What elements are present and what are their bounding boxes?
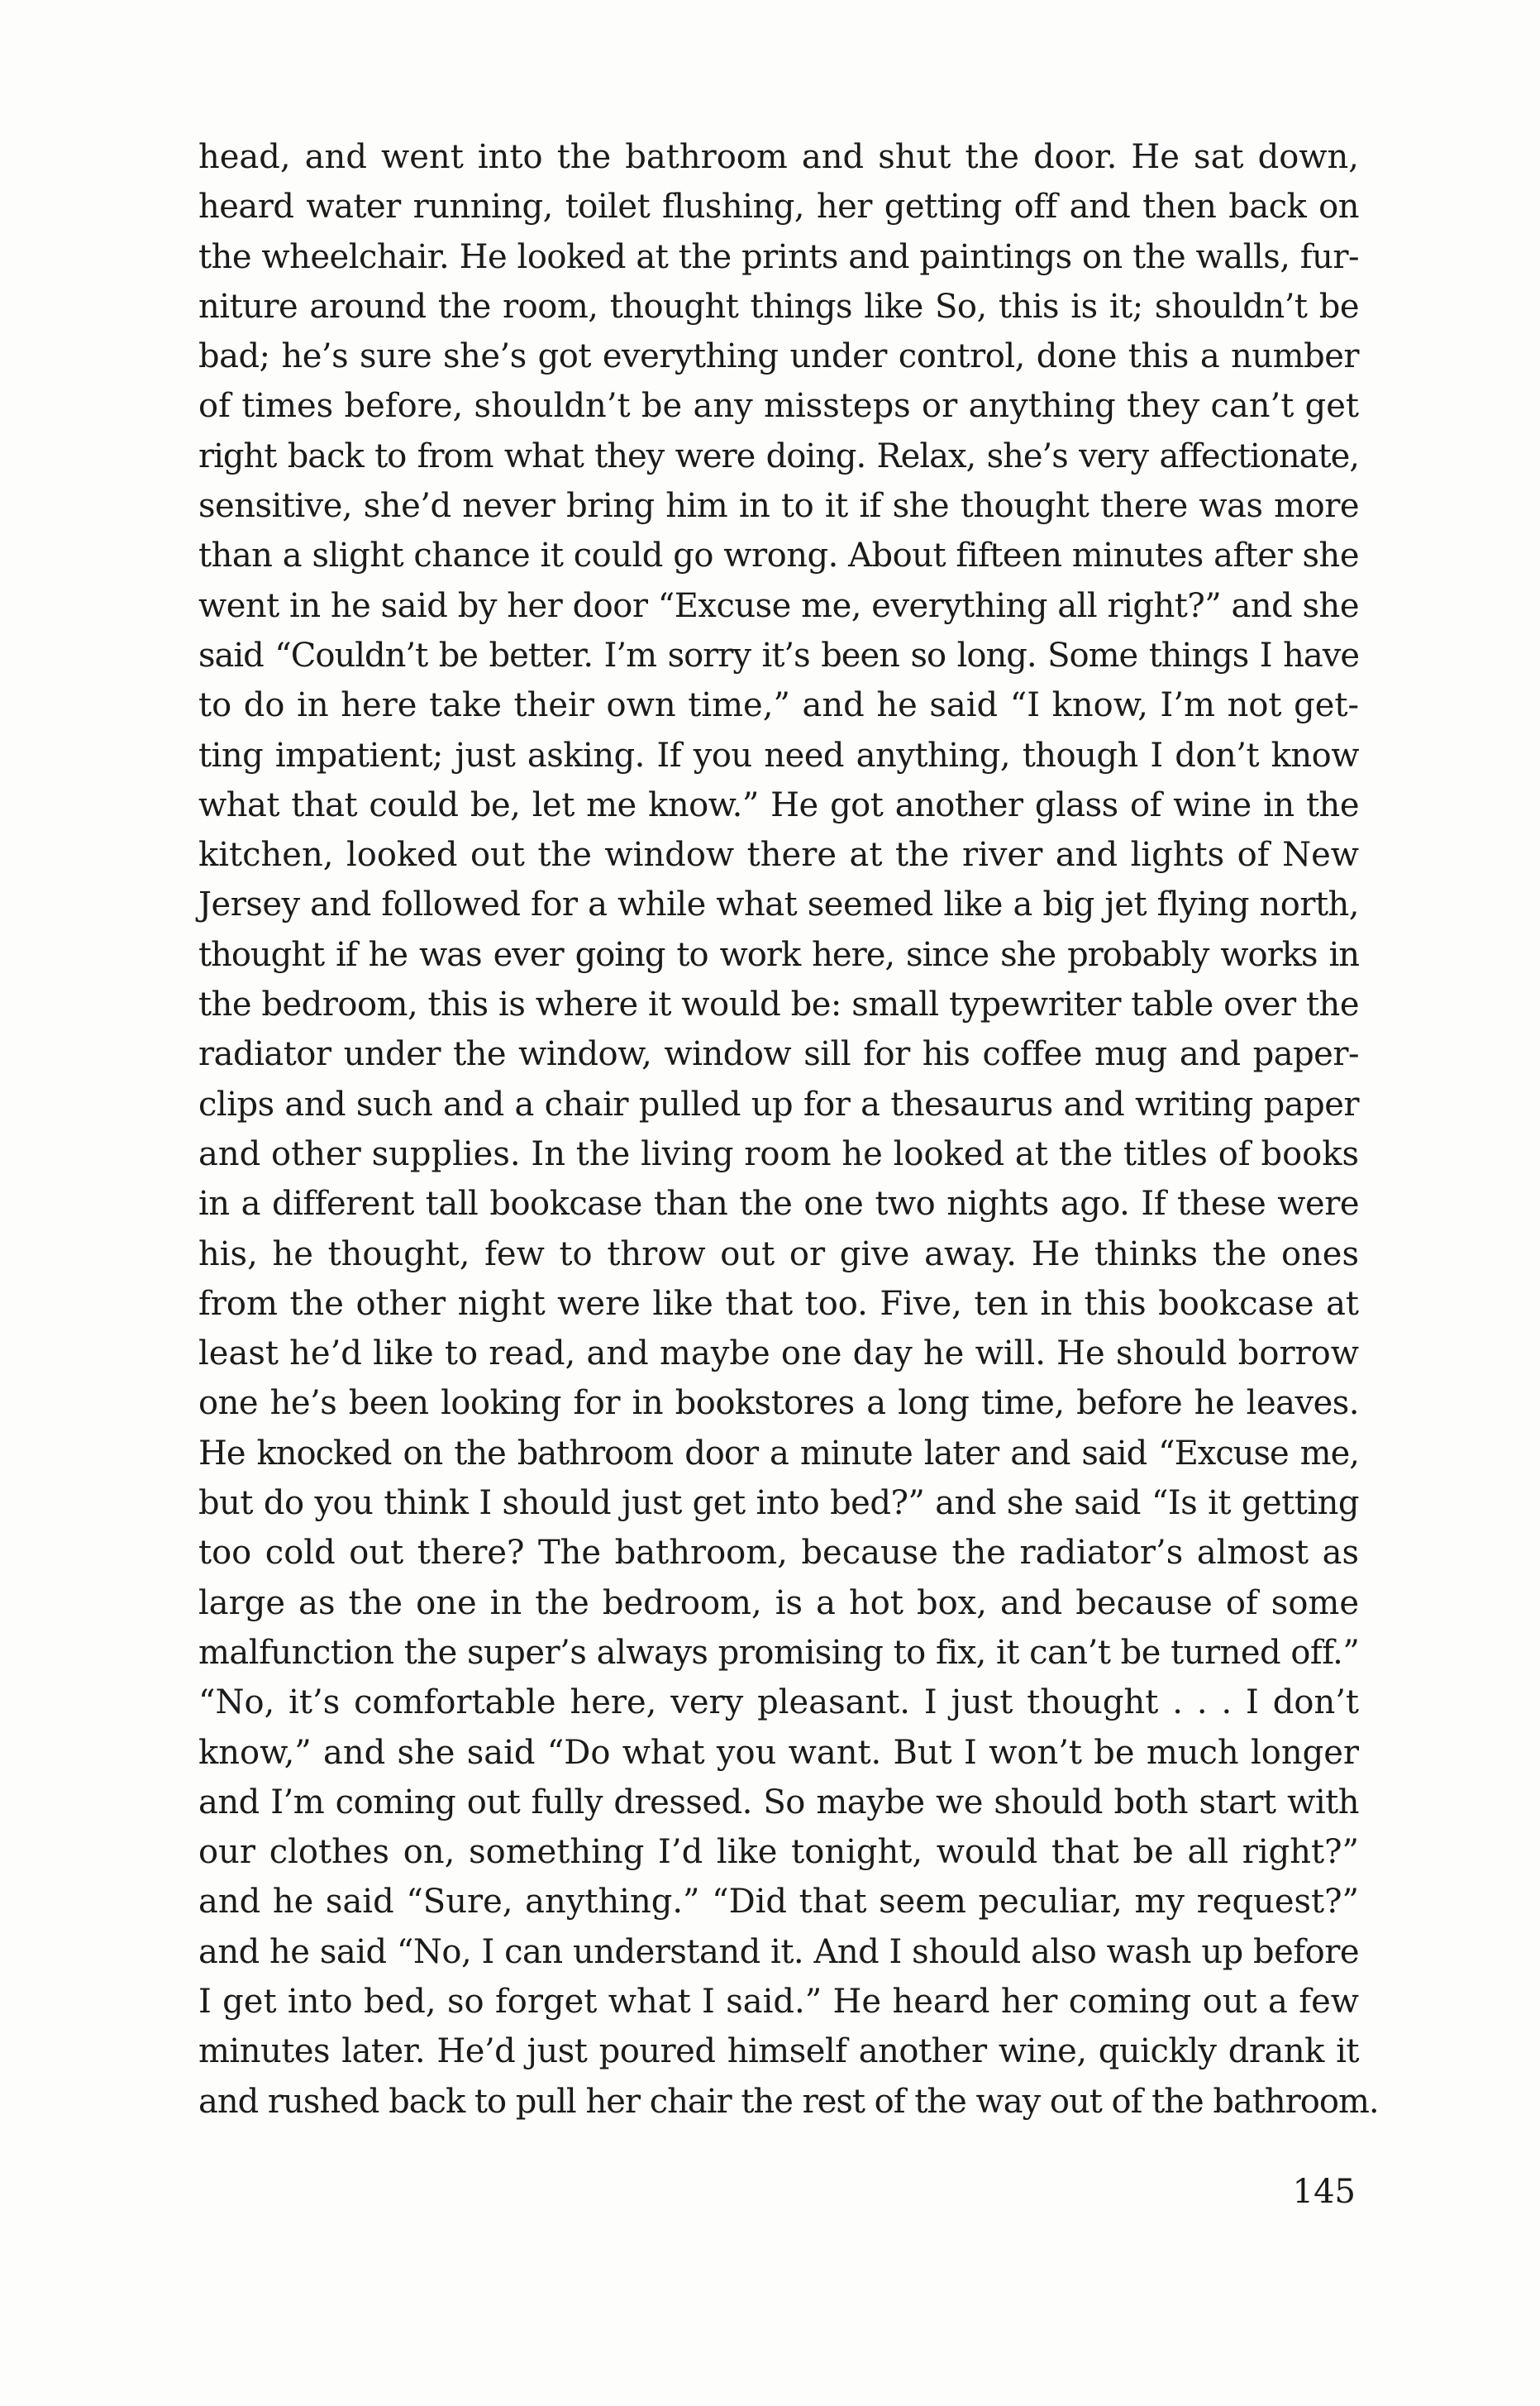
text-line: what that could be, let me know.” He got another glass of wine in the	[198, 785, 1359, 824]
text-line: the bedroom, this is where it would be: small typewriter table over the	[198, 986, 1359, 1024]
text-line: to do in here take their own time,” and he said “I know, I’m not get-	[198, 686, 1359, 725]
text-line: but do you think I should just get into bed?” and she said “Is it getting	[198, 1484, 1359, 1523]
text-line: from the other night were like that too. Five, ten in this bookcase at	[198, 1284, 1359, 1323]
text-line: bad; he’s sure she’s got everything under control, done this a number	[198, 337, 1359, 376]
text-line: too cold out there? The bathroom, because the radiator’s almost as	[198, 1534, 1359, 1573]
text-line: and other supplies. In the living room he looked at the titles of books	[198, 1134, 1359, 1173]
text-line: sensitive, she’d never bring him in to it if she thought there was more	[198, 487, 1359, 526]
text-line: kitchen, looked out the window there at the river and lights of New	[198, 836, 1359, 875]
text-line: radiator under the window, window sill for his coffee mug and paper-	[198, 1035, 1359, 1074]
text-line: and he said “No, I can understand it. And I should also wash up before	[198, 1932, 1359, 1971]
text-line: the wheelchair. He looked at the prints and paintings on the walls, fur-	[198, 237, 1359, 276]
text-line: large as the one in the bedroom, is a hot box, and because of some	[198, 1583, 1359, 1622]
text-line: went in he said by her door “Excuse me, everything all right?” and she	[198, 586, 1359, 625]
text-line: than a slight chance it could go wrong. About fifteen minutes after she	[198, 537, 1359, 575]
text-line: I get into bed, so forget what I said.” He heard her coming out a few	[198, 1982, 1359, 2021]
page-number: 145	[1292, 2173, 1356, 2211]
text-line: and he said “Sure, anything.” “Did that seem peculiar, my request?”	[198, 1883, 1359, 1921]
text-line: and I’m coming out fully dressed. So maybe we should both start with	[198, 1783, 1359, 1821]
text-line: “No, it’s comfortable here, very pleasant. I just thought . . . I don’t	[198, 1683, 1359, 1722]
text-line: least he’d like to read, and maybe one day he will. He should borrow	[198, 1334, 1359, 1373]
text-line: and rushed back to pull her chair the rest of the way out of the bathroom.	[198, 2082, 1379, 2121]
text-line: said “Couldn’t be better. I’m sorry it’s been so long. Some things I have	[198, 636, 1359, 675]
text-line: minutes later. He’d just poured himself another wine, quickly drank it	[198, 2032, 1359, 2071]
text-line: heard water running, toilet flushing, her getting off and then back on	[198, 188, 1359, 227]
text-line: one he’s been looking for in bookstores a long time, before he leaves.	[198, 1384, 1359, 1423]
text-line: ting impatient; just asking. If you need anything, though I don’t know	[198, 736, 1359, 775]
text-line: malfunction the super’s always promising to fix, it can’t be turned off.”	[198, 1633, 1360, 1672]
text-line: He knocked on the bathroom door a minute later and said “Excuse me,	[198, 1434, 1359, 1473]
text-line: clips and such and a chair pulled up for a thesaurus and writing paper	[198, 1085, 1359, 1124]
text-line: know,” and she said “Do what you want. But I won’t be much longer	[198, 1733, 1359, 1772]
text-line: Jersey and followed for a while what seemed like a big jet flying north,	[198, 886, 1359, 924]
body-text	[198, 132, 1379, 2127]
text-line: niture around the room, thought things like So, this is it; shouldn’t be	[198, 287, 1359, 326]
text-line: in a different tall bookcase than the one two nights ago. If these were	[198, 1185, 1359, 1224]
text-line: our clothes on, something I’d like tonight, would that be all right?”	[198, 1833, 1359, 1872]
text-line: head, and went into the bathroom and shut the door. He sat down,	[198, 138, 1359, 176]
text-line: thought if he was ever going to work here, since she probably works in	[198, 935, 1359, 974]
text-line: right back to from what they were doing. Relax, she’s very affectionate,	[198, 437, 1359, 475]
text-line: of times before, shouldn’t be any missteps or anything they can’t get	[198, 387, 1359, 426]
text-line: his, he thought, few to throw out or give away. He thinks the ones	[198, 1234, 1359, 1273]
